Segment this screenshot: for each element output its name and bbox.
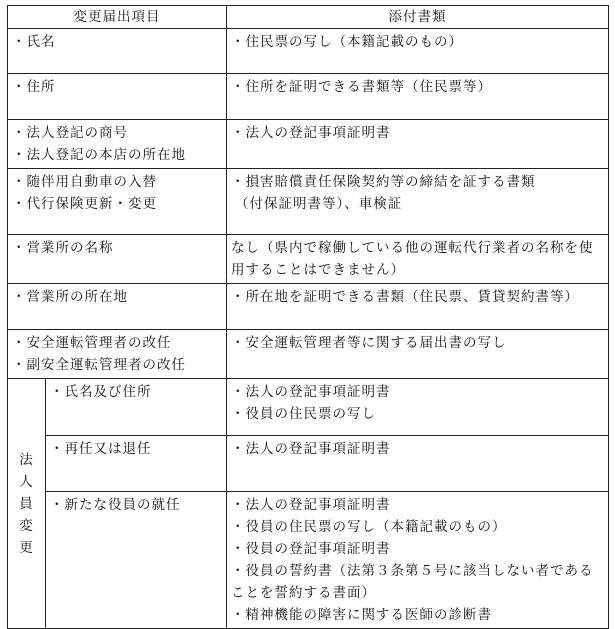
item-cell <box>8 29 227 74</box>
docs-text: ・住民票の写し（本籍記載のもの） <box>231 34 463 50</box>
item-text: ・営業所の所在地 <box>12 289 128 305</box>
docs-cell <box>227 235 609 284</box>
officer-change-label <box>8 379 46 629</box>
change-notification-table <box>7 5 609 629</box>
docs-cell <box>227 169 609 235</box>
docs-text: なし（県内で稼働している他の運転代行業者の名称を使用することはできません） <box>231 240 594 278</box>
item-cell <box>8 74 227 120</box>
officer-label-char: 法 <box>19 451 34 468</box>
table-row <box>8 330 609 379</box>
item-text: ・住所 <box>12 79 56 95</box>
docs-text: ・役員の住民票の写し <box>231 406 376 422</box>
docs-cell <box>227 436 609 492</box>
table-row <box>8 379 609 436</box>
item-cell <box>8 235 227 284</box>
docs-text: （付保証明書等）、車検証 <box>235 196 403 212</box>
docs-text: ・所在地を証明できる書類（住民票、賃貸契約書等） <box>231 289 579 305</box>
docs-cell <box>227 330 609 379</box>
docs-cell <box>227 120 609 169</box>
officer-label-char: 更 <box>19 539 34 556</box>
docs-text: ・法人の登記事項証明書 <box>231 384 391 400</box>
item-text: ・新たな役員の就任 <box>50 497 181 513</box>
docs-text: ・法人の登記事項証明書 <box>231 441 391 457</box>
table-row <box>8 29 609 74</box>
table-row <box>8 169 609 235</box>
item-text: ・随伴用自動車の入替 <box>12 174 157 190</box>
docs-cell <box>227 379 609 436</box>
item-text: ・氏名 <box>12 34 56 50</box>
table-row <box>8 284 609 330</box>
item-text: ・再任又は退任 <box>50 441 152 457</box>
table-row <box>8 492 609 629</box>
item-cell <box>8 330 227 379</box>
docs-text: ・法人の登記事項証明書 <box>231 125 391 141</box>
officer-label-char: 員 <box>19 495 34 512</box>
docs-text: ・役員の誓約書（法第３条第５号に該当しない者であることを誓約する書面） <box>231 563 594 601</box>
docs-text: ・役員の登記事項証明書 <box>231 541 391 557</box>
item-cell <box>8 120 227 169</box>
table-row <box>8 436 609 492</box>
item-text: ・代行保険更新・変更 <box>12 196 157 212</box>
item-text: ・法人登記の本店の所在地 <box>12 147 186 163</box>
item-text: ・安全運転管理者の改任 <box>12 335 172 351</box>
officer-label-char: 変 <box>19 517 34 534</box>
item-cell <box>46 379 227 436</box>
officer-label-char: 人 <box>19 473 34 490</box>
docs-cell <box>227 74 609 120</box>
item-text: ・氏名及び住所 <box>50 384 152 400</box>
table-row <box>8 235 609 284</box>
docs-text: ・安全運転管理者等に関する届出書の写し <box>231 335 507 351</box>
table-row <box>8 120 609 169</box>
docs-cell <box>227 284 609 330</box>
item-text: ・営業所の名称 <box>12 240 114 256</box>
header-item: 変更届出項目 <box>8 6 227 29</box>
docs-text: ・法人の登記事項証明書 <box>231 497 391 513</box>
header-row <box>8 6 609 29</box>
docs-text: ・住所を証明できる書類等（住民票等） <box>231 79 492 95</box>
item-cell <box>8 169 227 235</box>
docs-cell <box>227 492 609 629</box>
item-cell <box>46 492 227 629</box>
docs-cell <box>227 29 609 74</box>
docs-text: ・役員の住民票の写し（本籍記載のもの） <box>231 519 507 535</box>
docs-text: ・精神機能の障害に関する医師の診断書 <box>231 607 492 623</box>
header-docs: 添付書類 <box>227 6 609 29</box>
docs-text: ・損害賠償責任保険契約等の締結を証する書類 <box>231 174 536 190</box>
item-text: ・副安全運転管理者の改任 <box>12 357 186 373</box>
item-text: ・法人登記の商号 <box>12 125 128 141</box>
item-cell <box>8 284 227 330</box>
table-row <box>8 74 609 120</box>
item-cell <box>46 436 227 492</box>
